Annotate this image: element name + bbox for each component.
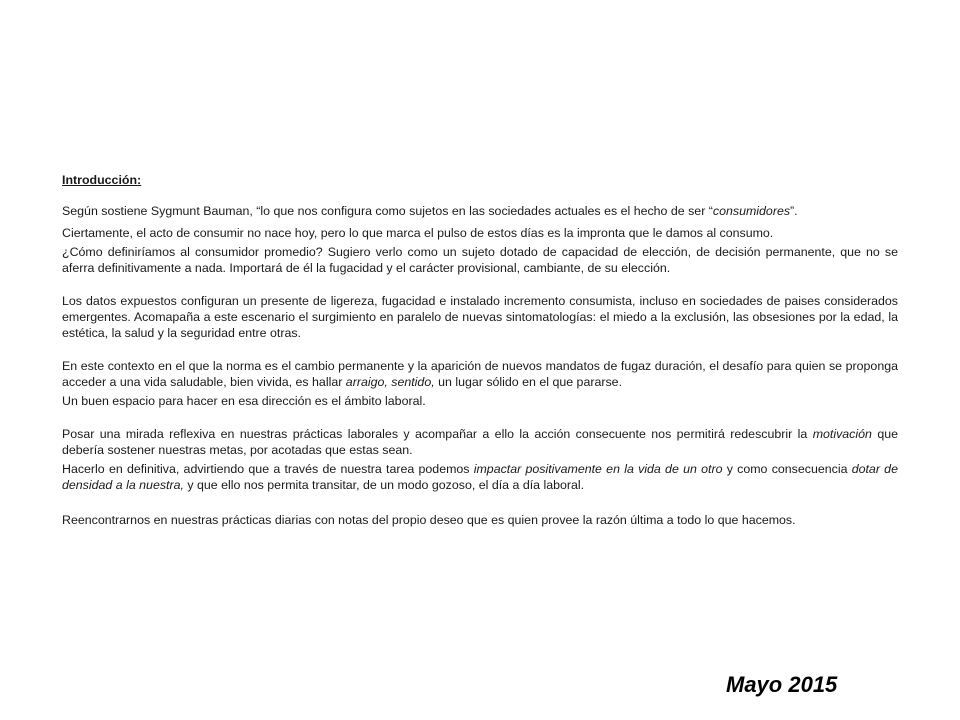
section-heading: Introducción: — [62, 173, 142, 187]
paragraph-work-space: Un buen espacio para hacer en esa dirección es el ámbito laboral. — [62, 394, 426, 408]
paragraph-text: ”. — [790, 204, 798, 218]
document-date: Mayo 2015 — [726, 672, 838, 697]
emphasis-text: motivación — [812, 427, 872, 441]
emphasis-text: dotar de densidad a la nuestra, — [62, 462, 898, 492]
paragraph-text: un lugar sólido en el que pararse. — [434, 375, 623, 389]
paragraph-desire: Reencontrarnos en nuestras prácticas diarias con notas del propio deseo que es quien provee la razón última a todo lo que hacemos. — [62, 513, 796, 527]
emphasis-text: impactar positivamente en la vida de un otro — [473, 462, 723, 476]
paragraph-text: que debería sostener nuestras metas, por acotadas que estas sean. — [62, 427, 898, 457]
paragraph-consumption: Ciertamente, el acto de consumir no nace hoy, pero lo que marca el pulso de estos días es la impronta que le damos al consumo. — [62, 226, 774, 240]
paragraph-bauman-quote — [62, 203, 898, 219]
emphasis-text: arraigo, sentido, — [345, 375, 435, 389]
paragraph-text: y que ello nos permita transitar, de un modo gozoso, el día a día laboral. — [183, 478, 585, 492]
paragraph-text: y como consecuencia — [722, 462, 852, 476]
paragraph-average-consumer: ¿Cómo definiríamos al consumidor promedio? Sugiero verlo como un sujeto dotado de capacidad de elección, de decisión permanente, que no se aferra definitivamente a nada. Importará de él la fugacidad y el carácter provisional, cambiante, de su elección. — [62, 245, 898, 275]
paragraph-text: Hacerlo en definitiva, advirtiendo que a través de nuestra tarea podemos — [62, 462, 474, 476]
paragraph-text: Según sostiene Sygmunt Bauman, “lo que nos configura como sujetos en las sociedades actuales es el hecho de ser “ — [62, 204, 713, 218]
paragraph-motivation — [62, 426, 898, 458]
emphasis-text: consumidores — [712, 204, 791, 218]
paragraph-impact — [62, 461, 898, 493]
paragraph-text: En este contexto en el que la norma es el cambio permanente y la aparición de nuevos mandatos de fugaz duración, el desafío para quien se proponga acceder a una vida saludable, bien vivida, es hallar — [62, 359, 898, 389]
paragraph-context — [62, 358, 898, 390]
paragraph-data: Los datos expuestos configuran un presente de ligereza, fugacidad e instalado incremento consumista, incluso en sociedades de paises considerados emergentes. Acomapaña a este escenario el surgimiento en paralelo de nuevas sintomatologías: el miedo a la exclusión, las obsesiones por la edad, la estética, la salud y la seguridad entre otras. — [62, 294, 898, 340]
document-body — [62, 172, 898, 528]
paragraph-text: Posar una mirada reflexiva en nuestras prácticas laborales y acompañar a ello la acción consecuente nos permitirá redescubrir la — [62, 427, 813, 441]
